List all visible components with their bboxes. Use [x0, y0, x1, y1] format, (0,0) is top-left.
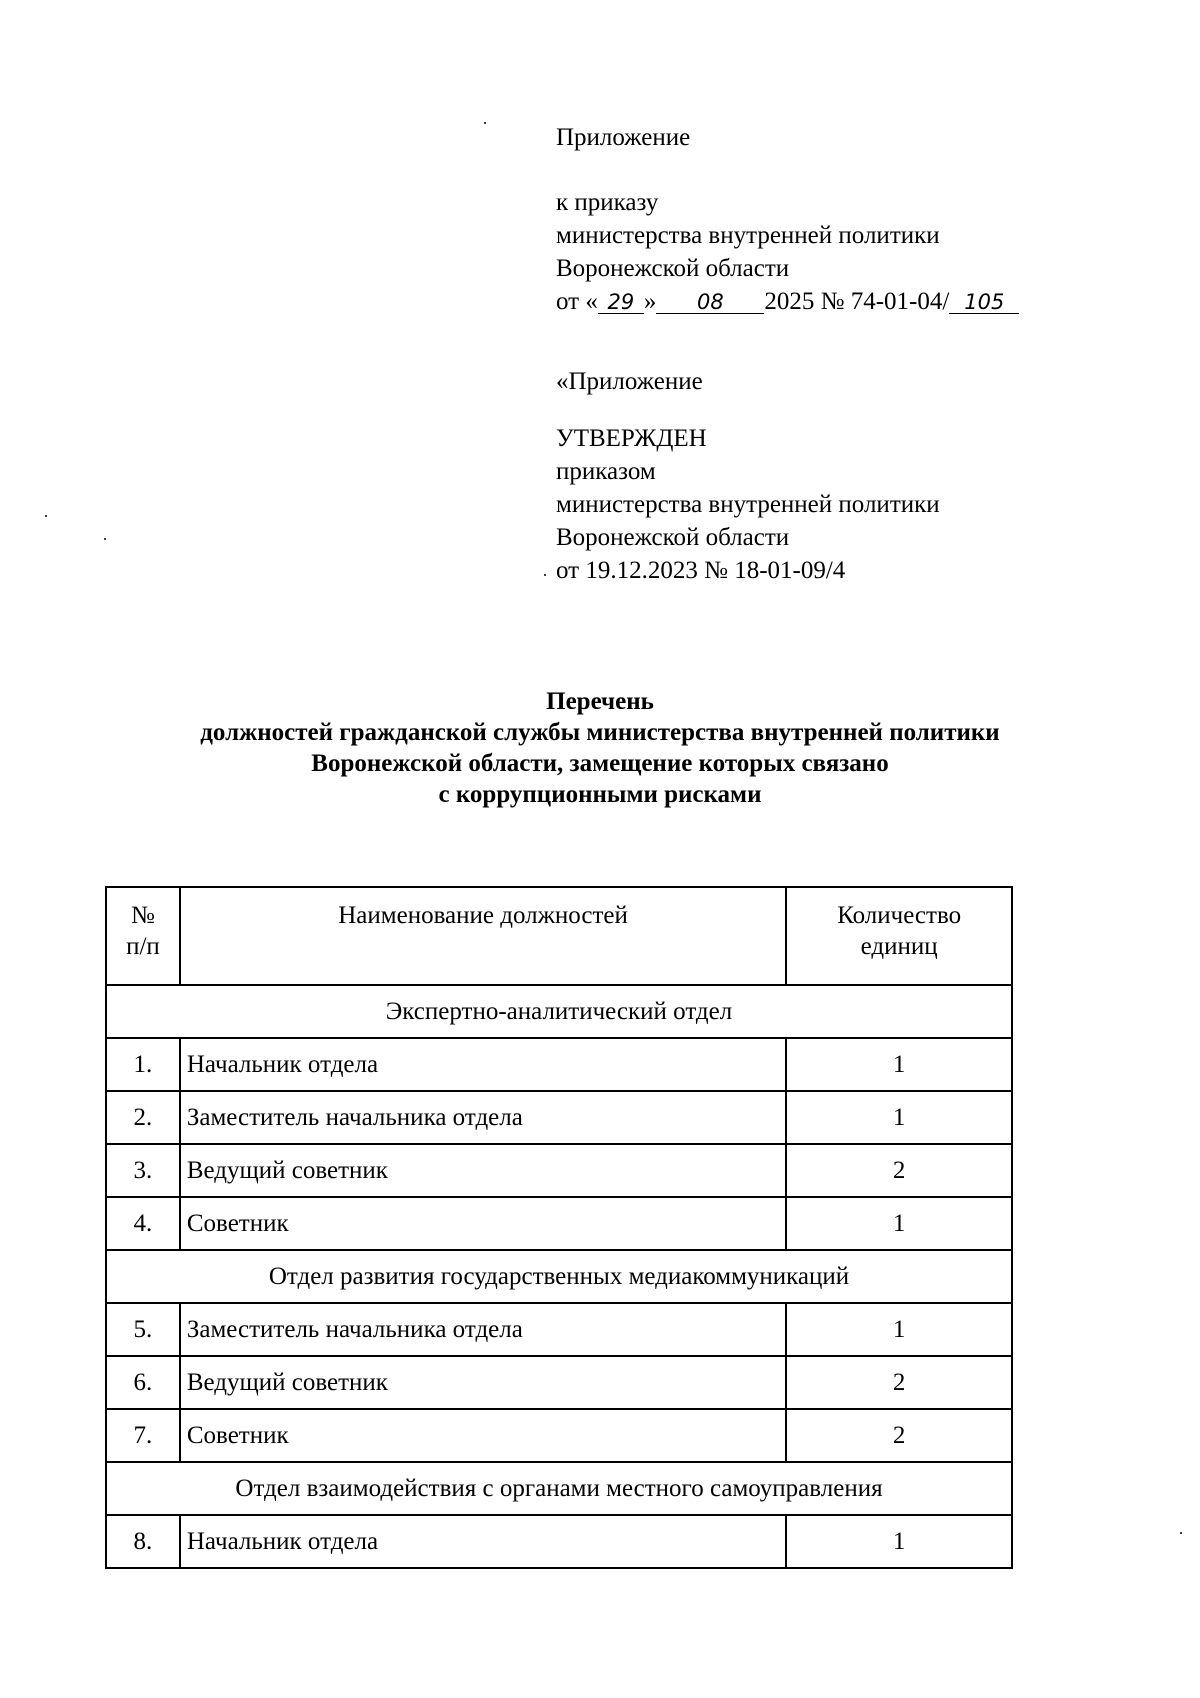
scan-speck — [45, 515, 47, 517]
table-header-row — [106, 887, 1012, 985]
position-name: Советник — [180, 1197, 786, 1250]
handwritten-day: 29 — [598, 291, 644, 314]
scan-speck — [1180, 1532, 1182, 1534]
position-quantity: 1 — [786, 1303, 1012, 1356]
row-number: 5. — [106, 1303, 180, 1356]
table-row — [106, 1303, 1012, 1356]
appendix-label: Приложение — [556, 124, 691, 151]
position-quantity: 1 — [786, 1197, 1012, 1250]
department-name: Отдел развития государственных медиакоммуникаций — [106, 1250, 1012, 1303]
position-quantity: 1 — [786, 1091, 1012, 1144]
position-quantity: 2 — [786, 1409, 1012, 1462]
header-number-line-1: № — [131, 902, 155, 929]
position-name: Заместитель начальника отдела — [180, 1303, 786, 1356]
table-row — [106, 1091, 1012, 1144]
position-name: Начальник отдела — [180, 1038, 786, 1091]
header-number-line-2: п/п — [126, 933, 160, 960]
by-order-label: приказом — [556, 458, 656, 485]
approval-region-label: Воронежской области — [556, 524, 790, 551]
position-name: Заместитель начальника отдела — [180, 1091, 786, 1144]
department-row — [106, 1250, 1012, 1303]
table-row — [106, 1197, 1012, 1250]
table-row — [106, 1356, 1012, 1409]
title-line-2: должностей гражданской службы министерства внутренней политики — [200, 719, 1000, 746]
title-line-1: Перечень — [546, 688, 654, 715]
position-quantity: 1 — [786, 1515, 1012, 1568]
header-quantity-line-1: Количество — [837, 902, 962, 929]
handwritten-order-number: 105 — [949, 291, 1019, 314]
position-quantity: 1 — [786, 1038, 1012, 1091]
table-row — [106, 1409, 1012, 1462]
approval-ministry-label: министерства внутренней политики — [556, 491, 940, 518]
row-number: 7. — [106, 1409, 180, 1462]
position-quantity: 2 — [786, 1356, 1012, 1409]
order-reference-block — [556, 121, 1116, 318]
row-number: 3. — [106, 1144, 180, 1197]
order-date-line — [556, 285, 1116, 318]
handwritten-month: 08 — [656, 291, 764, 314]
header-number — [106, 887, 180, 985]
department-name: Отдел взаимодействия с органами местного самоуправления — [106, 1462, 1012, 1515]
row-number: 1. — [106, 1038, 180, 1091]
position-quantity: 2 — [786, 1144, 1012, 1197]
row-number: 4. — [106, 1197, 180, 1250]
approval-appendix-label: «Приложение — [556, 368, 703, 395]
header-quantity — [786, 887, 1012, 985]
to-order-label: к приказу — [556, 189, 659, 216]
region-label: Воронежской области — [556, 255, 790, 282]
position-name: Советник — [180, 1409, 786, 1462]
date-mid: » — [643, 288, 657, 315]
row-number: 6. — [106, 1356, 180, 1409]
scan-speck — [484, 122, 486, 124]
document-title — [100, 686, 1100, 810]
date-prefix: от « — [556, 288, 598, 315]
scan-speck — [544, 574, 546, 576]
positions-table — [105, 886, 1013, 1569]
approval-block — [556, 365, 1116, 587]
table-row — [106, 1038, 1012, 1091]
department-row — [106, 985, 1012, 1038]
scan-speck — [104, 538, 106, 540]
title-line-3: Воронежской области, замещение которых связано — [311, 750, 889, 777]
header-quantity-line-2: единиц — [860, 933, 938, 960]
department-row — [106, 1462, 1012, 1515]
table-row — [106, 1144, 1012, 1197]
department-name: Экспертно-аналитический отдел — [106, 985, 1012, 1038]
table-row — [106, 1515, 1012, 1568]
ministry-label: министерства внутренней политики — [556, 222, 940, 249]
title-line-4: с коррупционными рисками — [438, 781, 762, 808]
position-name: Ведущий советник — [180, 1356, 786, 1409]
approved-label: УТВЕРЖДЕН — [556, 425, 707, 452]
row-number: 8. — [106, 1515, 180, 1568]
header-position-name: Наименование должностей — [180, 887, 786, 985]
row-number: 2. — [106, 1091, 180, 1144]
date-suffix: 2025 № 74-01-04/ — [764, 288, 950, 315]
position-name: Начальник отдела — [180, 1515, 786, 1568]
position-name: Ведущий советник — [180, 1144, 786, 1197]
approval-date-line: от 19.12.2023 № 18-01-09/4 — [556, 557, 846, 584]
